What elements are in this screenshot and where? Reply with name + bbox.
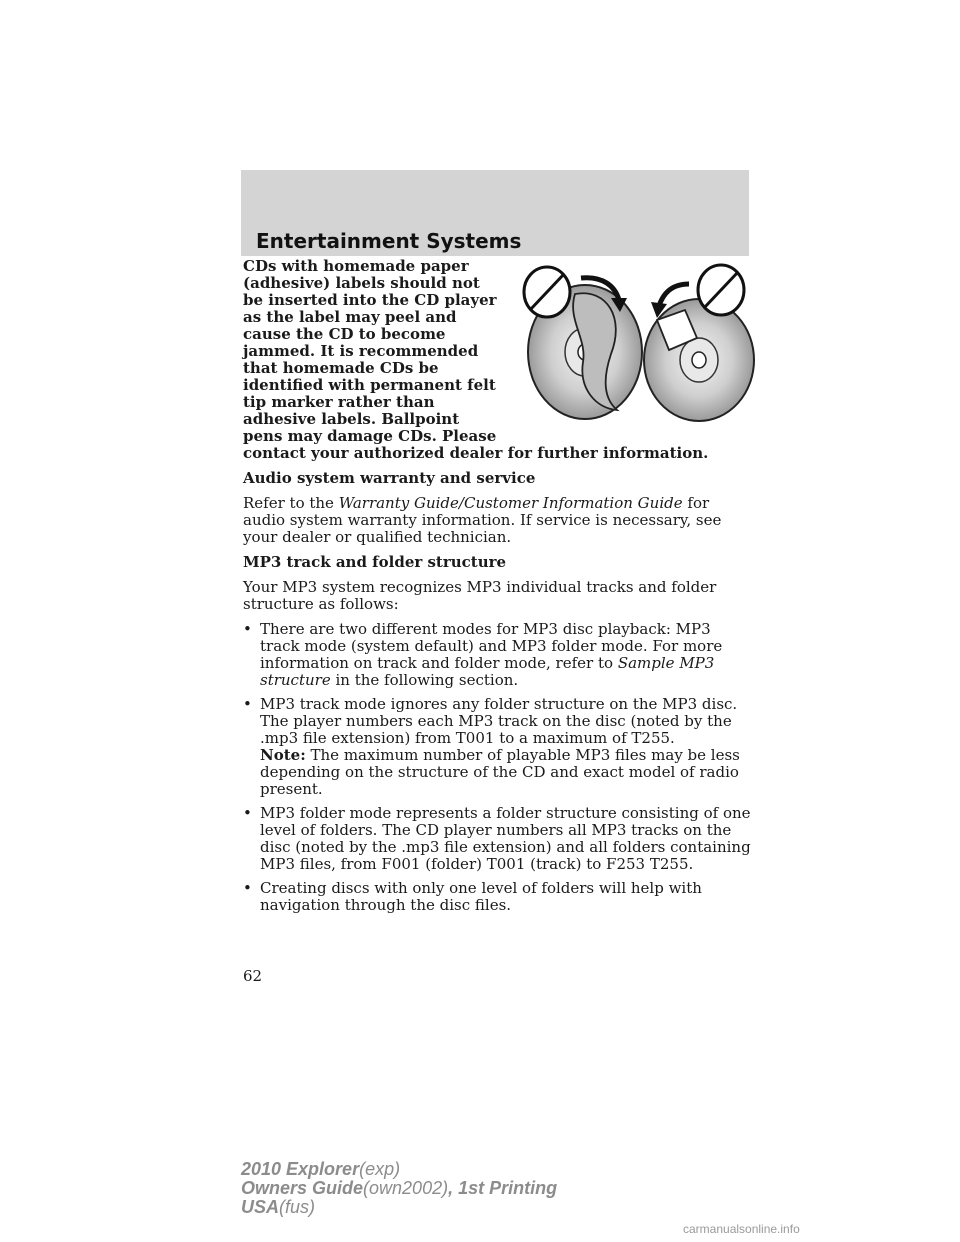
sample-mp3-structure-reference: Sample MP3 structure bbox=[260, 654, 715, 689]
footer-region-code: (fus) bbox=[279, 1197, 316, 1217]
bullet-text: in the following section. bbox=[335, 671, 519, 689]
list-item bbox=[243, 880, 751, 914]
footer-line-guide bbox=[241, 1179, 557, 1198]
warranty-guide-reference: Warranty Guide/Customer Information Guide bbox=[338, 494, 683, 512]
right-cd-icon bbox=[644, 299, 754, 421]
print-footer bbox=[241, 1160, 557, 1217]
footer-printing: , 1st Printing bbox=[448, 1178, 558, 1198]
site-watermark: carmanualsonline.info bbox=[683, 1222, 800, 1236]
left-prohibited-icon bbox=[524, 267, 570, 317]
footer-line-region bbox=[241, 1198, 557, 1217]
footer-guide: Owners Guide bbox=[241, 1178, 364, 1198]
mp3-intro: Your MP3 system recognizes MP3 individual tracks and folder structure as follows: bbox=[243, 578, 717, 613]
bullet-text: MP3 track mode ignores any folder structure on the MP3 disc. The player numbers each MP3 track on the disc (noted by the .mp3 file extension) from T001 to a maximum of T255. bbox=[260, 695, 738, 747]
section-title: Entertainment Systems bbox=[256, 229, 522, 253]
homemade-cd-warning: CDs with homemade paper (adhesive) labels should not be inserted into the CD player as the label may peel and cause the CD to become jammed. It is recommended that homemade CDs be identified with permanent felt tip marker rather than adhesive labels. Ballpoint pens may damage CDs. Please contact your authorized dealer for further information. bbox=[243, 257, 709, 462]
bullet-text: Creating discs with only one level of folders will help with navigation through the disc files. bbox=[260, 879, 702, 914]
list-item bbox=[243, 621, 751, 689]
footer-line-model bbox=[241, 1160, 557, 1179]
warranty-heading: Audio system warranty and service bbox=[243, 469, 536, 487]
footer-region: USA bbox=[241, 1197, 280, 1217]
intro-block bbox=[243, 258, 751, 462]
page-number: 62 bbox=[243, 967, 263, 985]
list-item bbox=[243, 805, 751, 873]
right-prohibited-icon bbox=[698, 265, 744, 315]
note-label: Note: bbox=[260, 746, 306, 764]
footer-guide-code: (own2002) bbox=[363, 1178, 449, 1198]
list-item bbox=[243, 696, 751, 798]
warranty-text-after: for audio system warranty information. If service is necessary, see your dealer or qualified technician. bbox=[243, 494, 722, 546]
footer-model: 2010 Explorer bbox=[241, 1159, 360, 1179]
cd-warning-illustration bbox=[507, 258, 757, 432]
bullet-icon: • bbox=[243, 620, 252, 638]
bullet-icon: • bbox=[243, 879, 252, 897]
bullet-icon: • bbox=[243, 695, 252, 713]
cd-illustration-svg bbox=[507, 258, 757, 432]
warranty-text-before: Refer to the bbox=[243, 494, 334, 512]
bullet-icon: • bbox=[243, 804, 252, 822]
mp3-heading: MP3 track and folder structure bbox=[243, 553, 507, 571]
footer-model-code: (exp) bbox=[359, 1159, 401, 1179]
page-content bbox=[243, 258, 751, 921]
note-text: The maximum number of playable MP3 files may be less depending on the structure of the CD and exact model of radio present. bbox=[260, 746, 740, 798]
bullet-text: MP3 folder mode represents a folder structure consisting of one level of folders. The CD player numbers all MP3 tracks on the disc (noted by the .mp3 file extension) and all folders containing MP3 files, from F001 (folder) T001 (track) to F253 T255. bbox=[260, 804, 751, 873]
mp3-bullet-list bbox=[243, 621, 751, 914]
warranty-paragraph bbox=[243, 495, 751, 546]
bullet-text: There are two different modes for MP3 disc playback: MP3 track mode (system default) and MP3 folder mode. For more information on track and folder mode, refer to bbox=[260, 620, 723, 672]
